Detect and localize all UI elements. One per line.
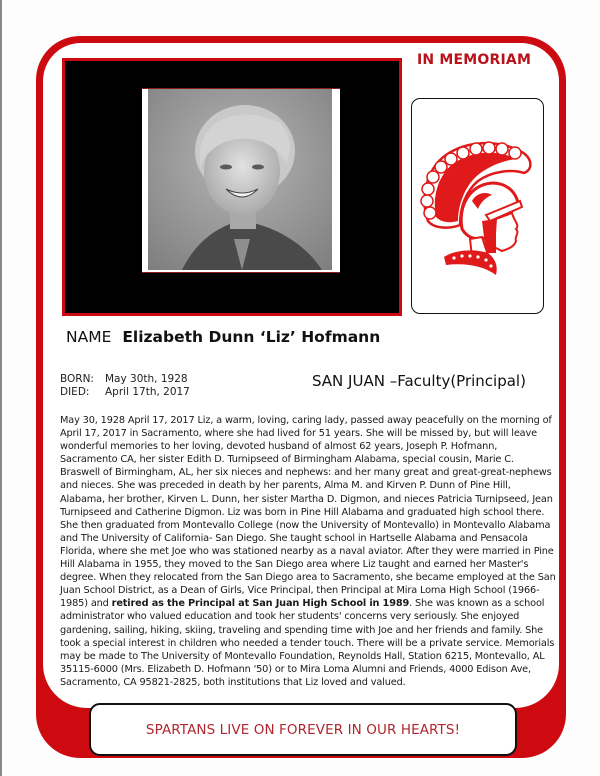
spartan-logo [411, 98, 544, 314]
obituary-text [60, 414, 556, 689]
born-date: May 30th, 1928 [105, 373, 188, 385]
life-dates [60, 373, 190, 399]
name-line [66, 328, 380, 346]
portrait-image-icon [142, 89, 340, 270]
footer-banner-text: SPARTANS LIVE ON FOREVER IN OUR HEARTS! [145, 721, 461, 738]
name-label: NAME [66, 328, 112, 346]
died-date: April 17th, 2017 [105, 386, 190, 398]
died-label: DIED: [60, 386, 90, 398]
deceased-name: Elizabeth Dunn ‘Liz’ Hofmann [122, 328, 381, 346]
obituary-highlight: retired as the Principal at San Juan High School in 1989 [111, 598, 410, 610]
in-memoriam-title: IN MEMORIAM [417, 52, 532, 68]
born-label: BORN: [60, 373, 94, 385]
obituary-part-1: May 30, 1928 April 17, 2017 Liz, a warm, loving, caring lady, passed away peacefully on the morning of April 17, 2017 in Sacramento, where she had lived for 51 years. She will be missed by, but will leave wonderful memories to her loving, devoted husband of almost 62 years, Joseph P. Hofmann, Sacramento CA, her sister Edith D. Turnipseed of Birmingham Alabama, special cousin, Marie C. Braswell of Birmingham, AL, her six nieces and nephews: and her many great and great-great-nephews and nieces. She was preceded in death by her parents, Alma M. and Kirven P. Dunn of Pine Hill, Alabama, her brother, Kirven L. Dunn, her sister Martha D. Digmon, and nieces Patricia Turnipseed, Jean Turnipseed and Catherine Digmon. Liz was born in Pine Hill Alabama and graduated high school there. She then graduated from Montevallo College (now the University of Montevallo) in Montevallo Alabama and The University of California- San Diego. She taught school in Hartselle Alabama and Pensacola Florida, where she met Joe who was stationed nearby as a naval aviator. After they were married in Pine Hill Alabama in 1955, they moved to the San Diego area where Liz taught and earned her Master's degree. When they relocated from the San Diego area to Sacramento, she became employed at the San Juan School District, as a Dean of Girls, Vice Principal, then Principal at Mira Loma High School (1966-1985) and [60, 415, 556, 610]
page-edge [0, 0, 2, 776]
affiliation: SAN JUAN –Faculty(Principal) [312, 372, 526, 390]
obituary-part-2: . She was known as a school administrator who valued education and took her students' concerns very seriously. She enjoyed gardening, sailing, hiking, skiing, traveling and spending time with Joe and her friends and family. She took a special interest in children who needed a tender touch. There will be a private service. Memorials may be made to The University of Montevallo Foundation, Reynolds Hall, Station 6215, Montevallo, AL 35115-6000 (Mrs. Elizabeth D. Hofmann '50) or to Mira Loma Alumni and Friends, 4000 Edison Ave, Sacramento, CA 95821-2825, both institutions that Liz loved and valued. [60, 598, 555, 688]
born-row [60, 373, 190, 386]
died-row [60, 386, 190, 399]
portrait-photo [142, 88, 340, 273]
footer-banner [89, 703, 517, 756]
spartan-helmet-icon [416, 129, 540, 279]
